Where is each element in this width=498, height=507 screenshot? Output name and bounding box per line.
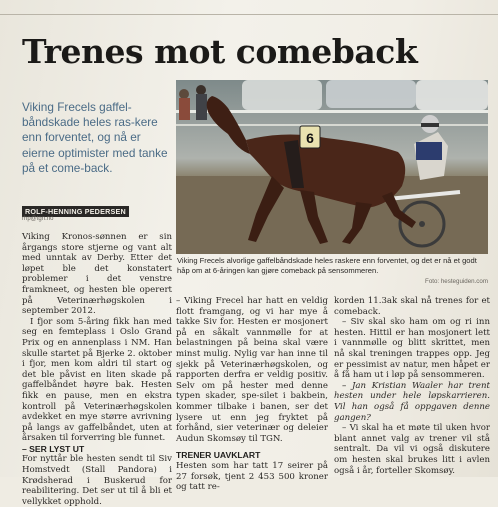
- body-paragraph: – Siv skal sko ham om og ri inn hesten. Hittil er han mosjonert lett i vannmølle og blitt skrittet, men nå skal treningen trappes opp. Jeg er pessimist av natur, men håpet er å få ham ut i løp på sensommeren.: [334, 317, 490, 381]
- article-column-2: [176, 296, 328, 493]
- photo-caption: Viking Frecels alvorlige gaffelbåndskade heles raskere enn forventet, og det er nå et godt håp om at 6-åringen kan gjøre comeback på sensommeren.: [177, 256, 477, 275]
- byline-email: rhp@tgn.no: [22, 216, 54, 222]
- body-paragraph: korden 11.3ak skal nå trenes for et comeback.: [334, 296, 490, 317]
- subheading: TRENER UAVKLART: [176, 450, 261, 461]
- article-column-1: [22, 232, 172, 507]
- top-rule: [0, 14, 498, 15]
- body-paragraph: – Vi skal ha et møte til uken hvor blant annet valg av trener vil stå sentralt. Da vil vi også diskutere om hesten skal brukes litt i avlen også i år, forteller Skomsøy.: [334, 423, 490, 476]
- article-column-3: [334, 296, 490, 476]
- body-paragraph: – Viking Frecel har hatt en veldig flott framgang, og vi har mye å takke Siv for. Hesten er mosjonert på en såkalt vannmølle for at belastningen på beina skal være minst mulig. Nylig var han inne til sjekk på Veterinærhøgskolen, og rapporten derfra er veldig positiv. Selv om på hester med denne typen skader, spe-silet i bakbein, kommer tilbake i banen, ser det lysere ut enn jeg fryktet på forhånd, sier veterinær og deleier Audun Skomsøy til TGN.: [176, 296, 328, 444]
- lead-paragraph: Viking Frecels gaffel-båndskade heles ras-kere enn forventet, og nå er eierne optimister med tanke på et come-back.: [22, 100, 168, 175]
- photo-credit: Foto: hesteguiden.com: [425, 278, 488, 285]
- horse-photo: [176, 80, 488, 254]
- article-photo: [176, 80, 488, 254]
- subheading: – SER LYST UT: [22, 443, 85, 454]
- body-paragraph: Hesten som har tatt 17 seirer på 27 forsøk, tjent 2 453 500 kroner og tatt re-: [176, 460, 328, 493]
- number-cloth: 6: [306, 130, 314, 146]
- headline: Trenes mot comeback: [22, 32, 418, 71]
- body-paragraph: Viking Kronos-sønnen er sin årgangs store stjerne og vant alt med unntak av Derby. Etter det løpet ble det konstatert problemer i det venstre framkneet, og hesten ble operert på Veterinærhøgskolen i september 2012.: [22, 232, 172, 317]
- body-paragraph: For nyttår ble hesten sendt til Siv Homstvedt (Stall Pandora) i Krødsherad i Buskerud for reabilitering. Det ser ut til å bli et vellykket opphold.: [22, 454, 172, 507]
- body-paragraph: – Jan Kristian Waaler har trent hesten under hele løpskarrieren. Vil han også få oppgaven denne gangen?: [334, 380, 490, 423]
- body-paragraph: I fjor som 5-åring fikk han med seg en femteplass i Oslo Grand Prix og en annenplass i NM. Han skulle startet på Bjerke 2. oktober i fjor, men kom aldri til start og det ble påvist en liten skade på gaffelbåndet høyre bak. Hesten fikk en pause, men en ekstra kontroll på Veterinærhøgskolen avdekket en mye større avrivning på langs av gaffelbåndet, uten at årsaken til forverring ble funnet.: [22, 316, 172, 444]
- byline: ROLF-HENNING PEDERSEN: [22, 206, 129, 217]
